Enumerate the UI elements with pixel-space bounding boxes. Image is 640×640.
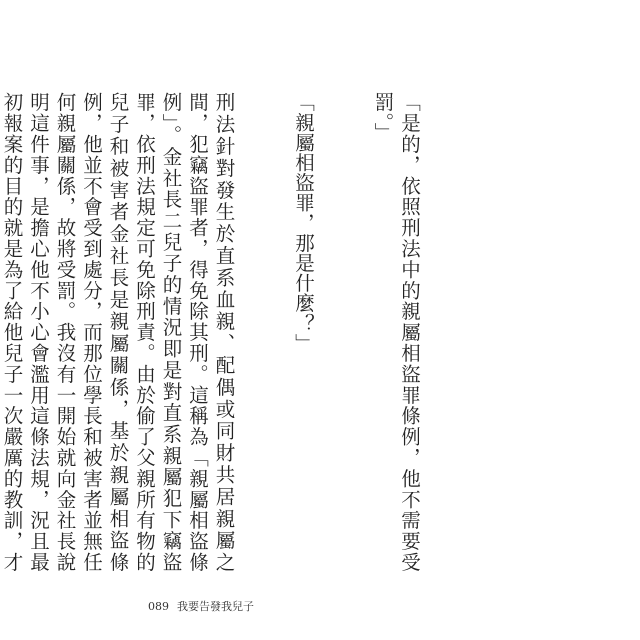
paragraph-2: 「親屬相盜罪，那是什麼？」 (292, 92, 315, 354)
page-footer (148, 598, 254, 614)
paragraph-1: 「是的，依照刑法中的親屬相盜罪條例，他不需要受罰。」 (371, 92, 421, 572)
body-text (0, 92, 475, 572)
paragraph-3: 刑法針對發生於直系血親、配偶或同財共居親屬之間，犯竊盜罪者，得免除其刑。這稱為「親屬相盜條例」。金社長二兒子的情況即是對直系親屬犯下竊盜罪，依刑法規定可免除刑責。由於偷了父親所有物的兒子和被害者金社長是親屬關係，基於親屬相盜條例，他並不會受到處分，而那位學長和被害者並無任何親屬關係，故將受罰。我沒有一開始就向金社長說明這件事，是擔心他不小心會濫用這條法規，況且最初報案的目的就是為了給他兒子一次嚴厲的教訓，才 (0, 92, 236, 572)
book-title: 我要告發我兒子 (177, 600, 254, 613)
page-number: 089 (148, 600, 169, 613)
